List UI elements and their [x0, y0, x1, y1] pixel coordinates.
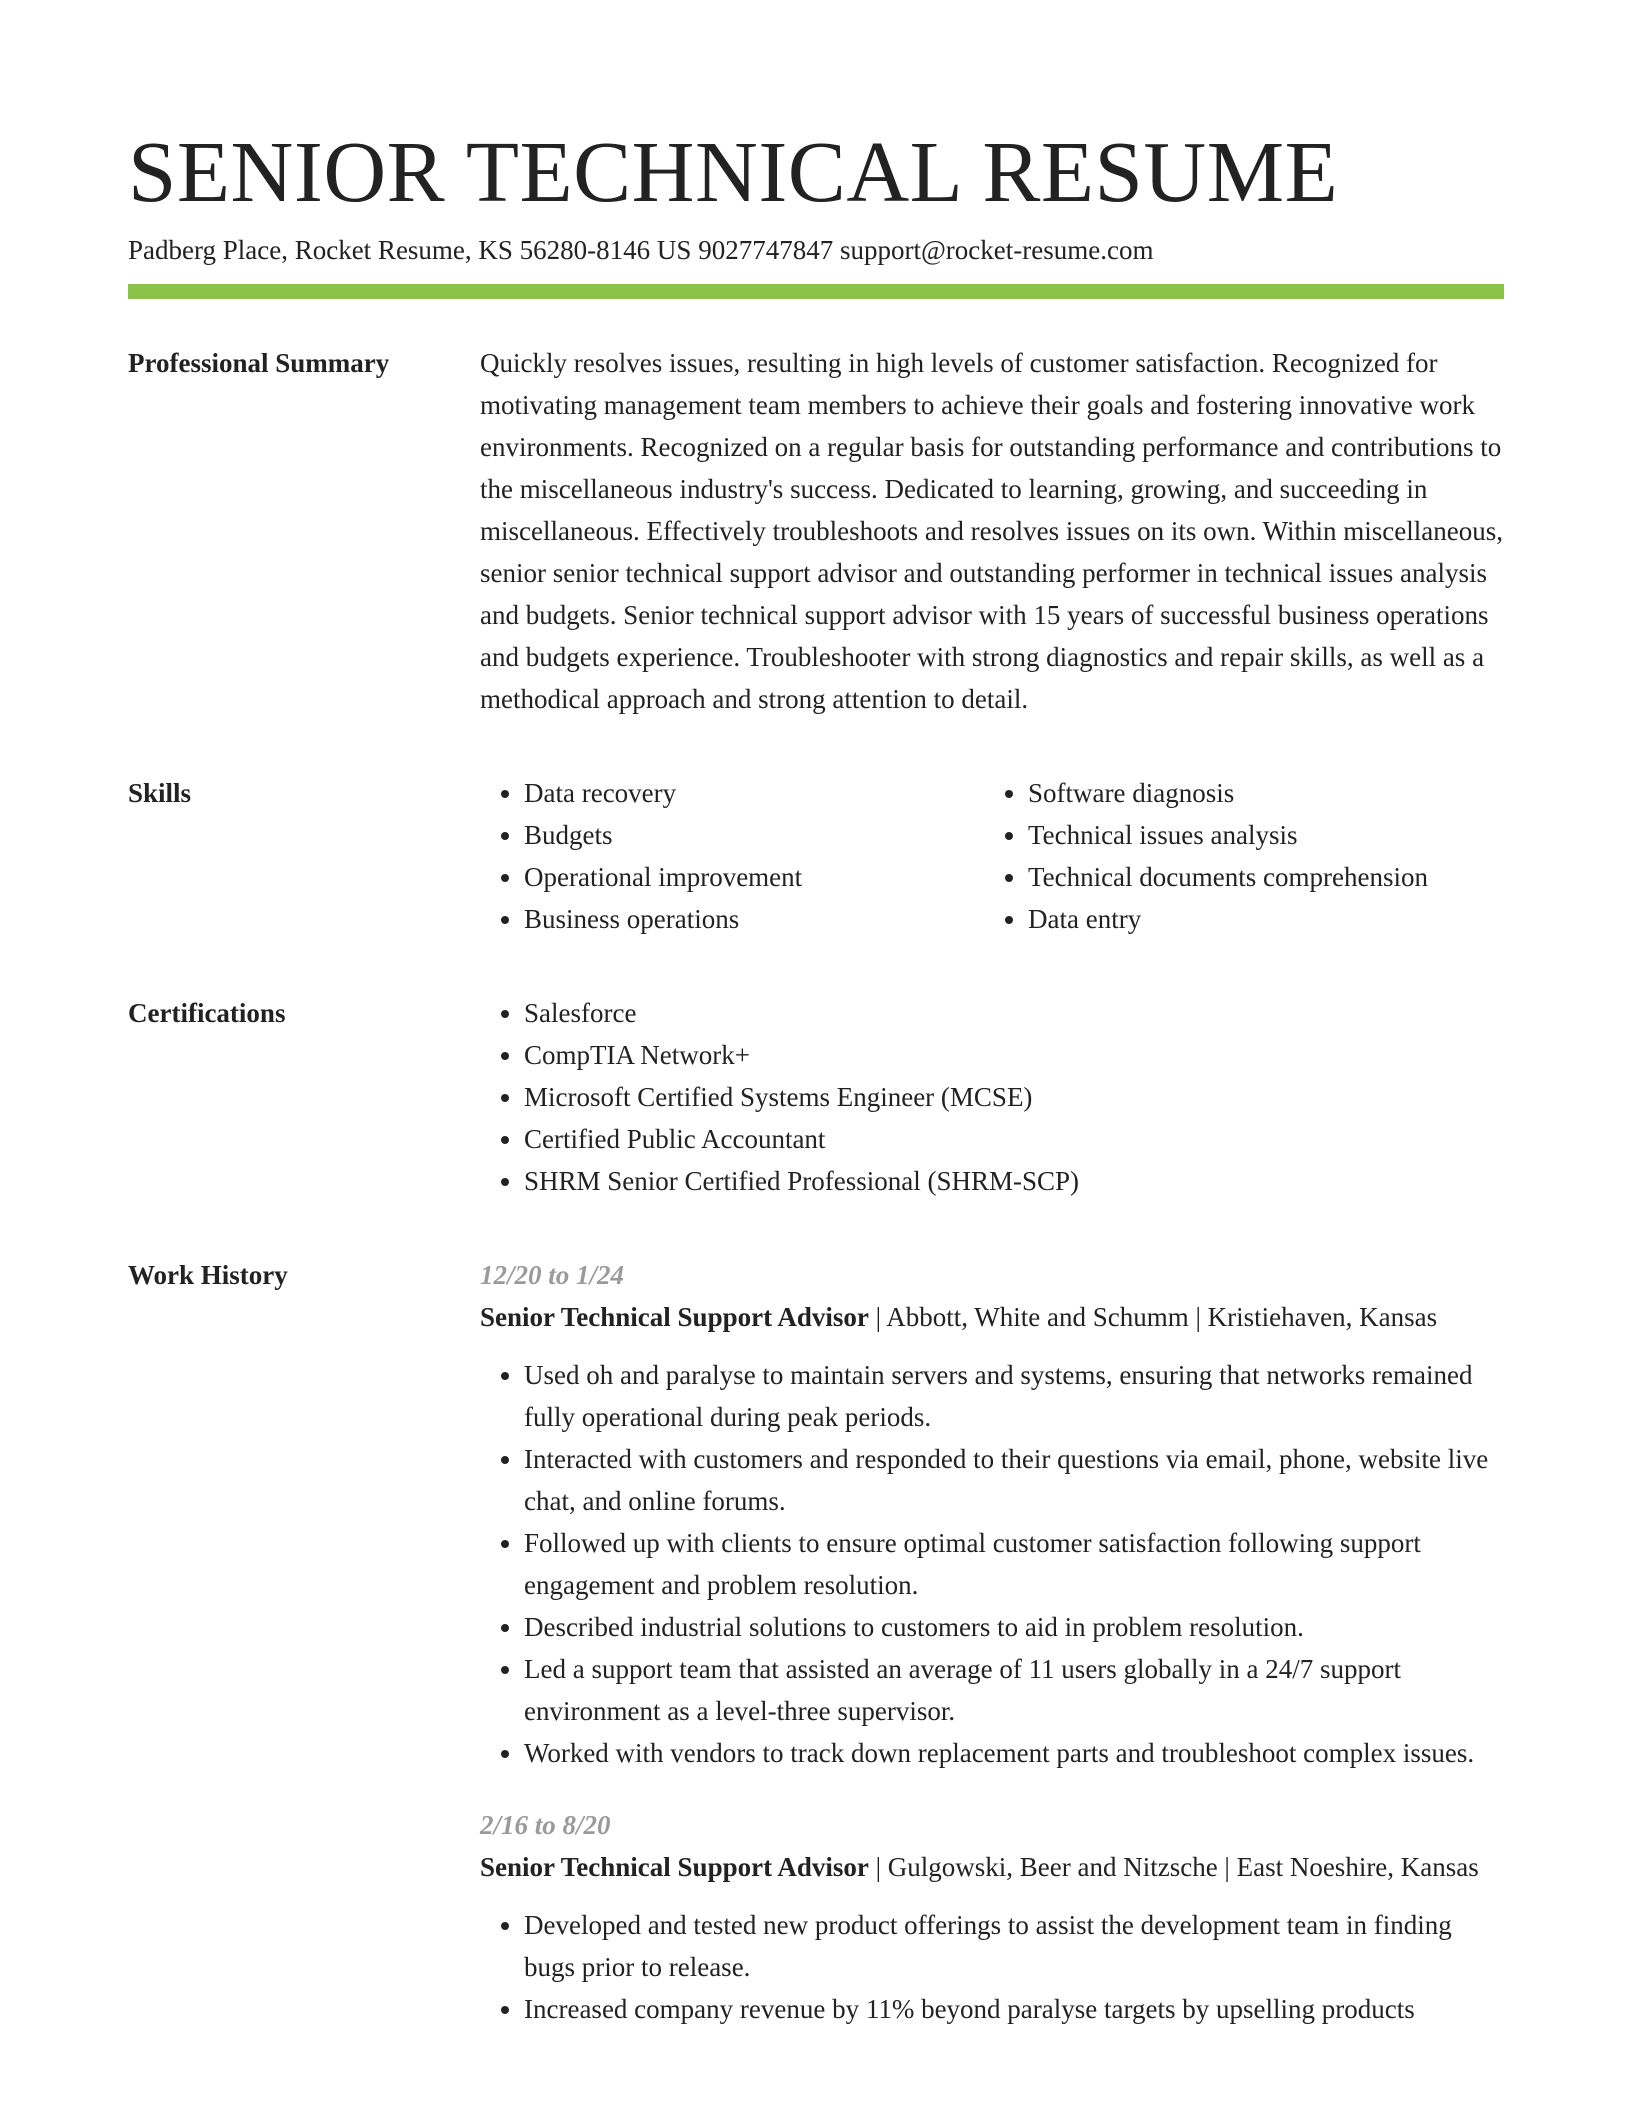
- job-dates: 12/20 to 1/24: [480, 1260, 625, 1290]
- work-history-body: [480, 1254, 1504, 2060]
- skill-item: • Business operations: [524, 898, 984, 940]
- job-details: | Abbott, White and Schumm | Kristiehaven, Kansas: [868, 1302, 1438, 1332]
- skill-item: • Technical issues analysis: [1028, 814, 1488, 856]
- skills-list-left: [480, 772, 984, 940]
- job-bullet: • Increased company revenue by 11% beyond paralyse targets by upselling products: [524, 1988, 1504, 2030]
- contact-line: Padberg Place, Rocket Resume, KS 56280-8146 US 9027747847 support@rocket-resume.com: [128, 235, 1154, 265]
- job-bullet: • Followed up with clients to ensure optimal customer satisfaction following support engagement and problem resolution.: [524, 1522, 1504, 1606]
- skill-item: • Data recovery: [524, 772, 984, 814]
- job-header: [480, 1846, 1504, 1888]
- summary-label: Professional Summary: [128, 348, 390, 378]
- job-bullets: [480, 1904, 1504, 2030]
- certification-item: • Certified Public Accountant: [524, 1118, 1504, 1160]
- job-title: Senior Technical Support Advisor: [480, 1302, 869, 1332]
- skills-section: [128, 772, 1504, 940]
- job-bullet: • Worked with vendors to track down replacement parts and troubleshoot complex issues.: [524, 1732, 1504, 1774]
- job-entry: [480, 1254, 1504, 1774]
- certification-item: • Salesforce: [524, 992, 1504, 1034]
- skills-list-right: [984, 772, 1488, 940]
- skill-item: • Data entry: [1028, 898, 1488, 940]
- work-history-label: Work History: [128, 1260, 288, 1290]
- job-bullet: • Used oh and paralyse to maintain servers and systems, ensuring that networks remained fully operational during peak periods.: [524, 1354, 1504, 1438]
- certifications-list: [480, 992, 1504, 1202]
- certifications-label: Certifications: [128, 998, 286, 1028]
- skill-item: • Technical documents comprehension: [1028, 856, 1488, 898]
- certifications-body: [480, 992, 1504, 1202]
- summary-section: [128, 342, 1504, 720]
- job-header: [480, 1296, 1504, 1338]
- job-entry: [480, 1804, 1504, 2030]
- job-bullet: • Developed and tested new product offerings to assist the development team in finding bugs prior to release.: [524, 1904, 1504, 1988]
- certifications-section: [128, 992, 1504, 1202]
- skill-item: • Budgets: [524, 814, 984, 856]
- job-bullets: [480, 1354, 1504, 1774]
- certification-item: • Microsoft Certified Systems Engineer (MCSE): [524, 1076, 1504, 1118]
- skill-item: • Operational improvement: [524, 856, 984, 898]
- skill-item: • Software diagnosis: [1028, 772, 1488, 814]
- skills-body: [480, 772, 1504, 940]
- work-history-section: [128, 1254, 1504, 2060]
- job-bullet: • Led a support team that assisted an average of 11 users globally in a 24/7 support environment as a level-three supervisor.: [524, 1648, 1504, 1732]
- certification-item: • CompTIA Network+: [524, 1034, 1504, 1076]
- job-dates: 2/16 to 8/20: [480, 1810, 611, 1840]
- job-details: | Gulgowski, Beer and Nitzsche | East Noeshire, Kansas: [868, 1852, 1479, 1882]
- summary-body: [480, 342, 1504, 720]
- resume-title: SENIOR TECHNICAL RESUME: [128, 123, 1339, 220]
- job-title: Senior Technical Support Advisor: [480, 1852, 869, 1882]
- summary-text: Quickly resolves issues, resulting in high levels of customer satisfaction. Recognized for motivating management team members to achieve their goals and fostering innovative work environments. Recognized on a regular basis for outstanding performance and contributions to the miscellaneous industry's success. Dedicated to learning, growing, and succeeding in miscellaneous. Effectively troubleshoots and resolves issues on its own. Within miscellaneous, senior senior technical support advisor and outstanding performer in technical issues analysis and budgets. Senior technical support advisor with 15 years of successful business operations and budgets experience. Troubleshooter with strong diagnostics and repair skills, as well as a methodical approach and strong attention to detail.: [480, 348, 1503, 714]
- skills-label: Skills: [128, 778, 192, 808]
- accent-divider: [128, 284, 1504, 299]
- certification-item: • SHRM Senior Certified Professional (SHRM-SCP): [524, 1160, 1504, 1202]
- job-bullet: • Interacted with customers and responded to their questions via email, phone, website live chat, and online forums.: [524, 1438, 1504, 1522]
- job-bullet: • Described industrial solutions to customers to aid in problem resolution.: [524, 1606, 1504, 1648]
